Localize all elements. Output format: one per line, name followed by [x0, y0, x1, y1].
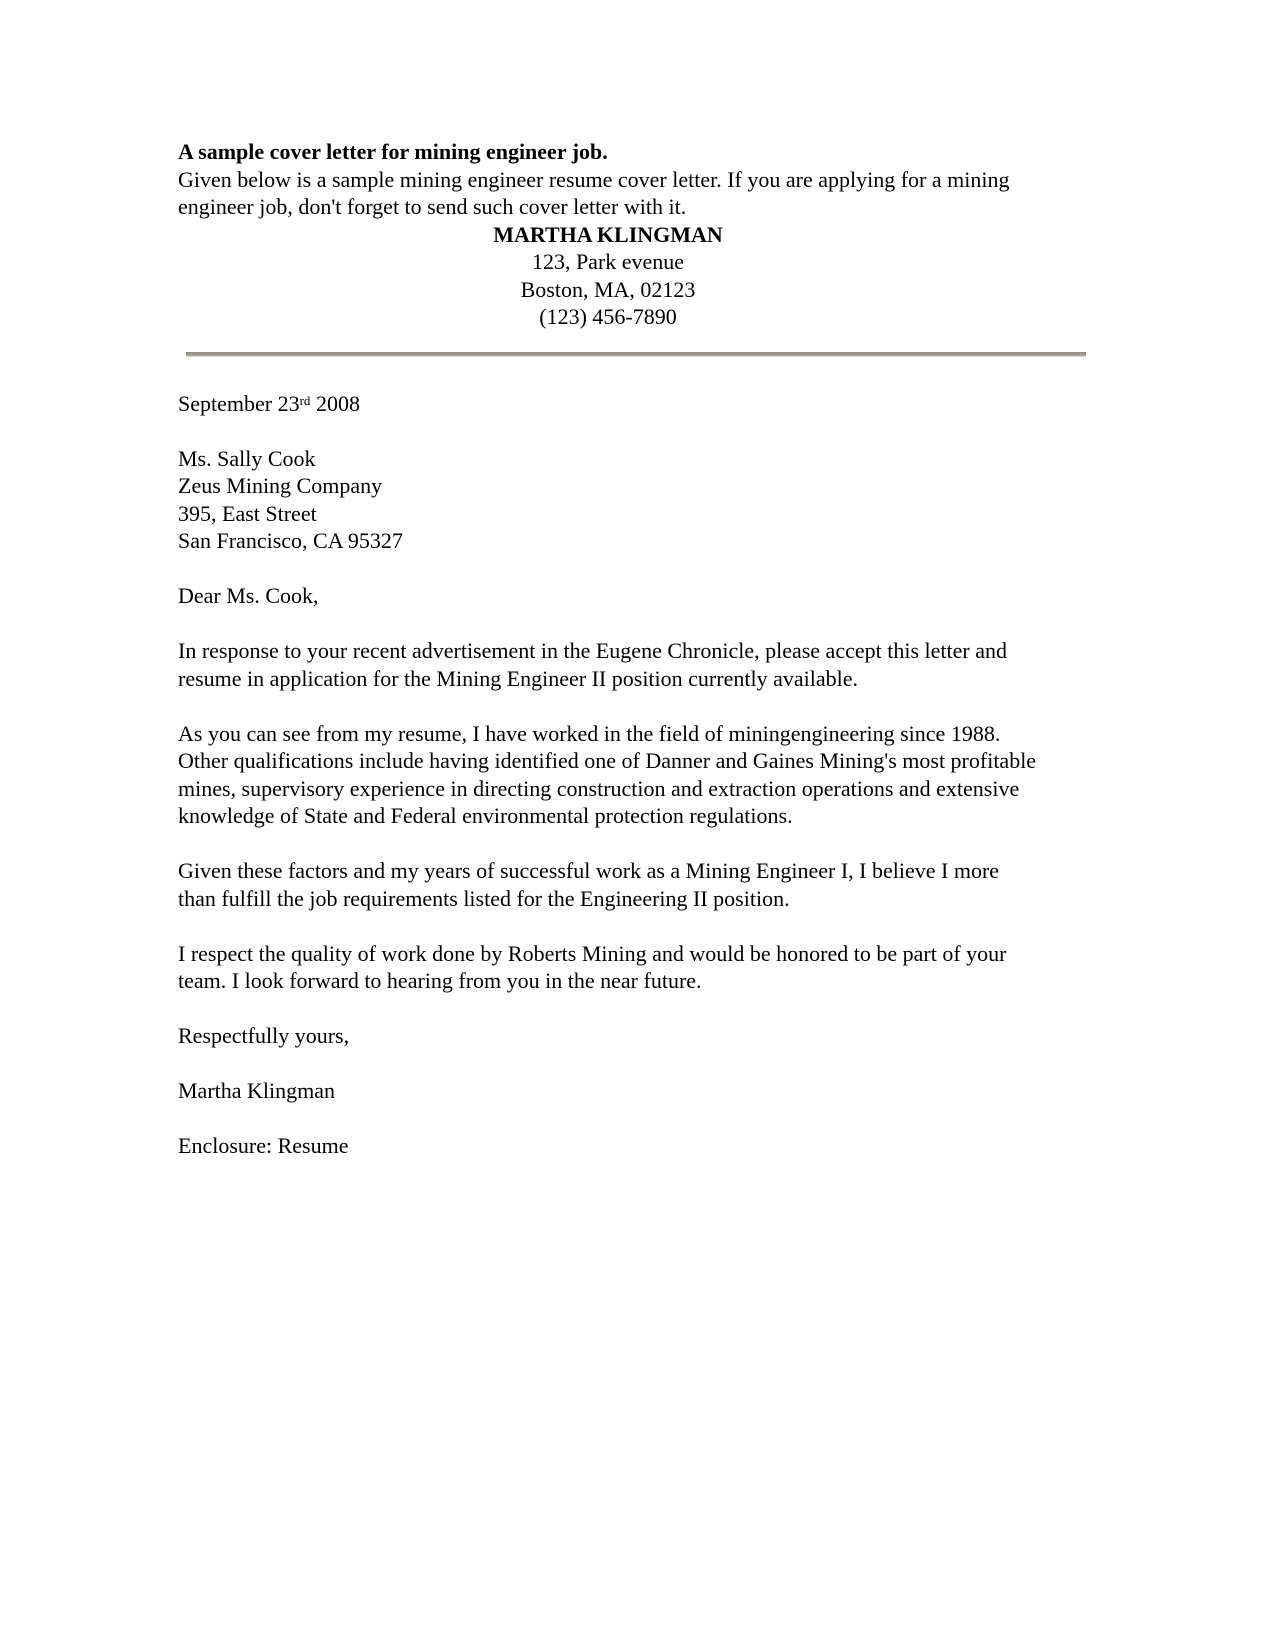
sender-address-line: 123, Park evenue: [531, 249, 685, 274]
body-paragraph: Given these factors and my years of successful work as a Mining Engineer I, I believe I more than fulfill the job requirements listed for the Engineering II position.: [178, 858, 1000, 911]
letter-content: [178, 138, 1038, 1160]
letterhead: [178, 221, 1038, 331]
sender-name: MARTHA KLINGMAN: [493, 221, 723, 247]
sender-address-line: Boston, MA, 02123: [520, 276, 696, 302]
recipient-block: [178, 445, 1038, 555]
intro-paragraph: Given below is a sample mining engineer resume cover letter. If you are applying for a mining engineer job, don't forget to send such cover letter with it.: [178, 166, 1010, 219]
body-paragraph: In response to your recent advertisement in the Eugene Chronicle, please accept this letter and resume in application for the Mining Engineer II position currently available.: [178, 638, 1007, 691]
date-day: September 23: [178, 390, 300, 416]
closing: Respectfully yours,: [178, 1023, 350, 1048]
recipient-line: Zeus Mining Company: [178, 473, 383, 498]
recipient-line: Ms. Sally Cook: [178, 445, 316, 471]
document-title: A sample cover letter for mining engineer job.: [178, 139, 608, 164]
sender-phone: (123) 456-7890: [539, 304, 677, 329]
recipient-line: 395, East Street: [178, 500, 317, 526]
body-paragraph: I respect the quality of work done by Roberts Mining and would be honored to be part of your team. I look forward to hearing from you in the near future.: [178, 940, 1007, 993]
date-ordinal: rd: [299, 392, 311, 408]
salutation: Dear Ms. Cook,: [178, 583, 319, 608]
signature-name: Martha Klingman: [178, 1078, 336, 1103]
date-line: [178, 390, 1038, 418]
section-divider: [186, 352, 1086, 357]
enclosure-note: Enclosure: Resume: [178, 1133, 349, 1158]
recipient-line: San Francisco, CA 95327: [178, 528, 403, 553]
date-year: 2008: [315, 390, 360, 416]
body-paragraph: As you can see from my resume, I have worked in the field of miningengineering since 1988. Other qualifications include having identified one of Danner and Gaines Mining's most profitable mines, supervisory experience in directing construction and extraction operations and extensive knowledge of State and Federal environmental protection regulations.: [178, 720, 1037, 828]
